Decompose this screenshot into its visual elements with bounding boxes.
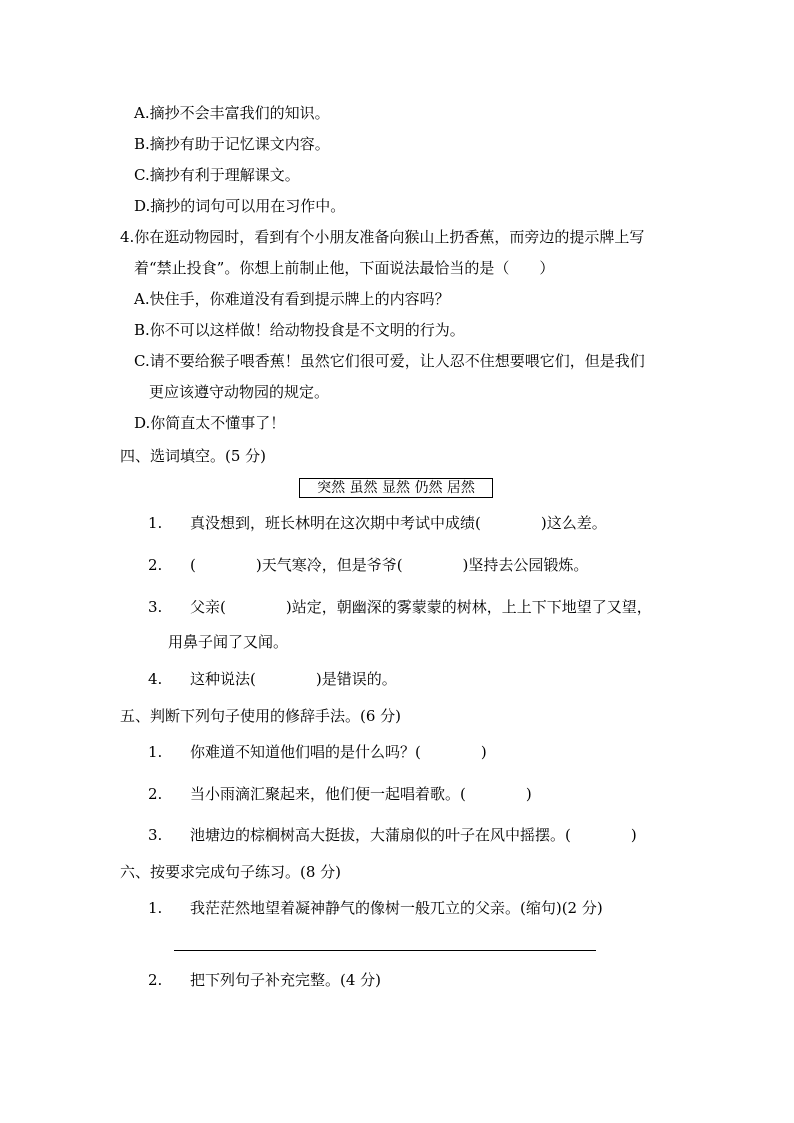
s6-item1-text: 我茫茫然地望着凝神静气的像树一般兀立的父亲。(缩句)(2 分)	[190, 899, 603, 917]
s5-item3-number: 3.	[148, 826, 163, 844]
q4-stem-line1: 4.你在逛动物园时，看到有个小朋友准备向猴山上扔香蕉，而旁边的提示牌上写	[120, 228, 645, 246]
q4-option-c-line2: 更应该遵守动物园的规定。	[149, 383, 330, 401]
s4-item1-number: 1.	[148, 514, 163, 532]
s4-item3-text-line2: 用鼻子闻了又闻。	[168, 633, 289, 651]
section6-heading: 六、按要求完成句子练习。(8 分)	[120, 863, 342, 881]
s4-item1-text: 真没想到，班长林明在这次期中考试中成绩( )这么差。	[190, 514, 607, 532]
s5-item3-text: 池塘边的棕榈树高大挺拔，大蒲扇似的叶子在风中摇摆。( )	[190, 826, 637, 844]
s5-item2-text: 当小雨滴汇聚起来，他们便一起唱着歌。( )	[190, 785, 532, 803]
s6-item2-text: 把下列句子补充完整。(4 分)	[190, 971, 382, 989]
s5-item2-number: 2.	[148, 785, 163, 803]
q3-option-d: D.摘抄的词句可以用在习作中。	[134, 197, 346, 215]
answer-line[interactable]	[174, 950, 596, 951]
s4-item2-text: ( )天气寒冷，但是爷爷( )坚持去公园锻炼。	[190, 556, 589, 574]
section4-heading: 四、选词填空。(5 分)	[120, 447, 267, 465]
s4-item4-number: 4.	[148, 670, 163, 688]
word-bank: 突然 虽然 显然 仍然 居然	[299, 478, 493, 498]
s6-item2-number: 2.	[148, 971, 163, 989]
q4-option-a: A.快住手，你难道没有看到提示牌上的内容吗？	[134, 290, 450, 308]
q3-option-c: C.摘抄有利于理解课文。	[134, 166, 300, 184]
section5-heading: 五、判断下列句子使用的修辞手法。(6 分)	[120, 707, 402, 725]
q4-option-c-line1: C.请不要给猴子喂香蕉！虽然它们很可爱，让人忍不住想要喂它们，但是我们	[134, 352, 645, 370]
q4-option-d: D.你简直太不懂事了！	[134, 414, 286, 432]
s4-item3-text: 父亲( )站定，朝幽深的雾蒙蒙的树林，上上下下地望了又望，	[190, 598, 652, 616]
s4-item3-number: 3.	[148, 598, 163, 616]
q4-stem-line2: 着“禁止投食”。你想上前制止他，下面说法最恰当的是（ ）	[134, 259, 555, 277]
s4-item4-text: 这种说法( )是错误的。	[190, 670, 397, 688]
s5-item1-text: 你难道不知道他们唱的是什么吗？( )	[190, 743, 487, 761]
q3-option-b: B.摘抄有助于记忆课文内容。	[134, 135, 330, 153]
s6-item1-number: 1.	[148, 899, 163, 917]
s4-item2-number: 2.	[148, 556, 163, 574]
s5-item1-number: 1.	[148, 743, 163, 761]
q4-option-b: B.你不可以这样做！给动物投食是不文明的行为。	[134, 321, 465, 339]
q3-option-a: A.摘抄不会丰富我们的知识。	[134, 104, 330, 122]
